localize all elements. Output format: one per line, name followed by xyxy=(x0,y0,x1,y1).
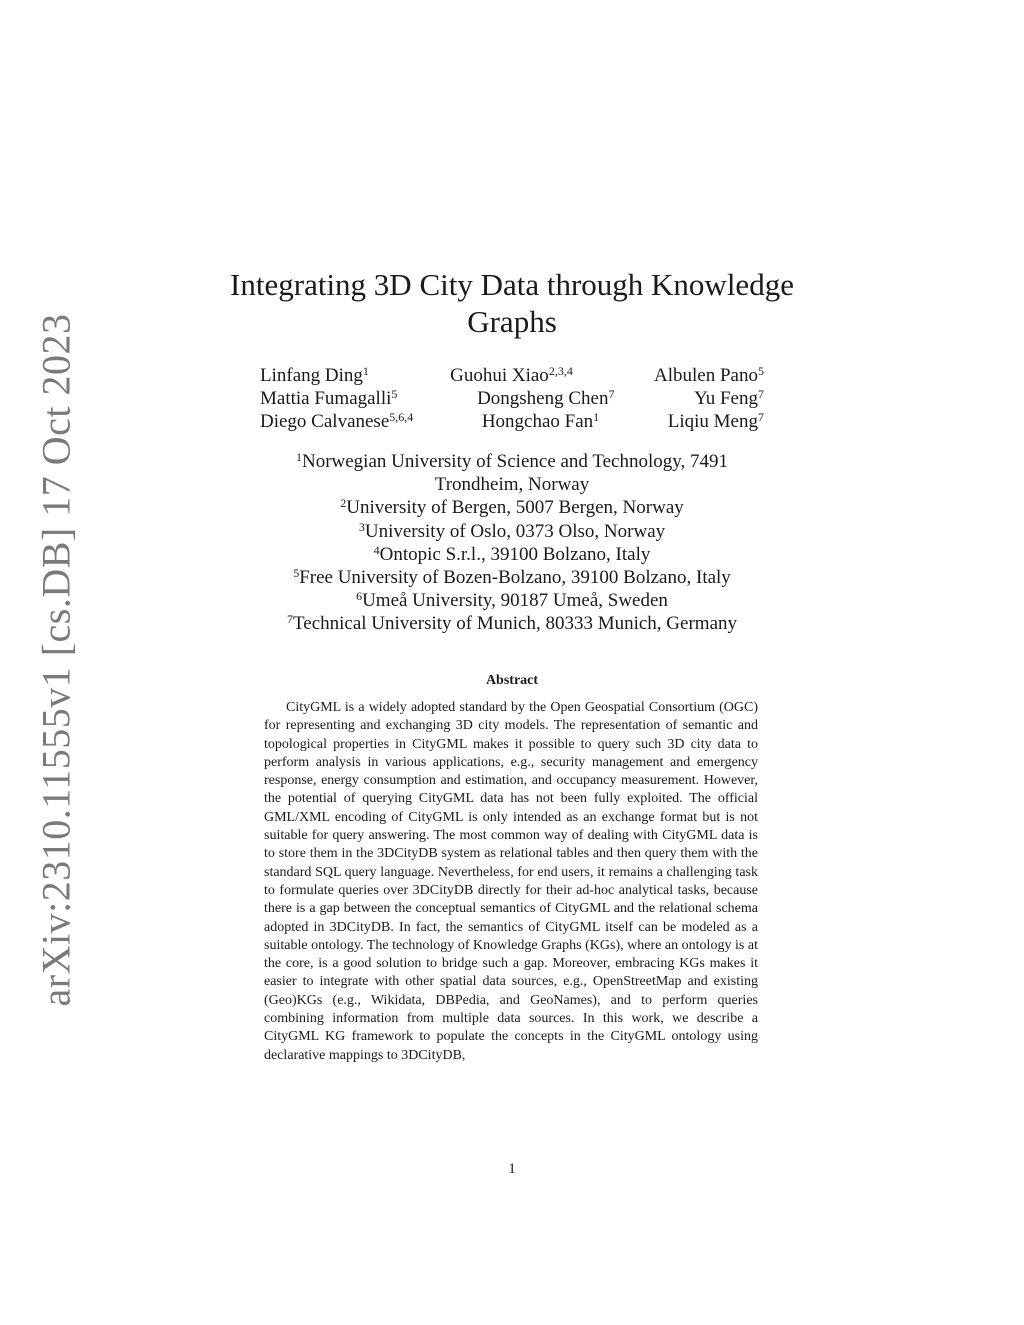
affiliation: $^6$Umeå University, 90187 Umeå, Sweden xyxy=(356,589,668,612)
author-list xyxy=(260,364,764,433)
author: Guohui Xiao$^{2,3,4}$ xyxy=(450,364,573,386)
author-row xyxy=(260,364,764,387)
author: Albulen Pano$^5$ xyxy=(654,364,764,386)
affiliation: Trondheim, Norway xyxy=(434,474,590,496)
author-row xyxy=(260,410,764,433)
affiliation: $^7$Technical University of Munich, 80333 Munich, Germany xyxy=(286,612,737,635)
author-row xyxy=(260,387,764,410)
author: Mattia Fumagalli$^5$ xyxy=(260,387,398,409)
affiliation: $^5$Free University of Bozen-Bolzano, 39100 Bolzano, Italy xyxy=(293,566,731,589)
author: Dongsheng Chen$^7$ xyxy=(477,387,615,409)
author: Liqiu Meng$^7$ xyxy=(667,410,764,432)
affiliation: $^1$Norwegian University of Science and Technology, 7491 xyxy=(295,450,729,472)
author: Linfang Ding$^1$ xyxy=(260,364,369,386)
affiliation-list xyxy=(200,450,824,636)
page-number: 1 xyxy=(508,1161,516,1177)
author: Diego Calvanese$^{5,6,4}$ xyxy=(260,410,414,432)
abstract-heading: Abstract xyxy=(485,673,539,688)
affiliation: $^3$University of Oslo, 0373 Olso, Norway xyxy=(358,519,666,542)
abstract-body: CityGML is a widely adopted standard by the Open Geospatial Consortium (OGC) for representing and exchanging 3D city models. The representation of semantic and topological properties in CityGML makes it possible to query such 3D city data to perform analysis in various applications, e.g., security management and emergency response, energy consumption and estimation, and occupancy measurement. However, the potential of querying CityGML data has not been fully exploited. The official GML/XML encoding of CityGML is only intended as an exchange format but is not suitable for query answering. The most common way of dealing with CityGML data is to store them in the 3DCityDB system as relational tables and then query them with the standard SQL query language. Nevertheless, for end users, it remains a challenging task to formulate queries over 3DCityDB directly for their ad-hoc analytical tasks, because there is a gap between the conceptual semantics of CityGML and the relational schema adopted in 3DCityDB. In fact, the semantics of CityGML itself can be modeled as a suitable ontology. The technology of Knowledge Graphs (KGs), where an ontology is at the core, is a good solution to bridge such a gap. Moreover, embracing KGs makes it easier to integrate with other spatial data sources, e.g., OpenStreetMap and existing (Geo)KGs (e.g., Wikidata, DBPedia, and GeoNames), and to perform queries combining information from multiple data sources. In this work, we describe a CityGML KG framework to populate the concepts in the CityGML ontology using declarative mappings to 3DCityDB, xyxy=(264,700,758,1063)
affiliation: $^2$University of Bergen, 5007 Bergen, Norway xyxy=(340,496,684,519)
author: Yu Feng$^7$ xyxy=(694,387,764,409)
author: Hongchao Fan$^1$ xyxy=(481,410,600,432)
arxiv-identifier: arXiv:2310.11555v1 [cs.DB] 17 Oct 2023 xyxy=(33,313,79,1007)
paper-title: Integrating 3D City Data through Knowledge Graphs xyxy=(230,267,794,339)
affiliation: $^4$Ontopic S.r.l., 39100 Bolzano, Italy xyxy=(373,542,651,565)
